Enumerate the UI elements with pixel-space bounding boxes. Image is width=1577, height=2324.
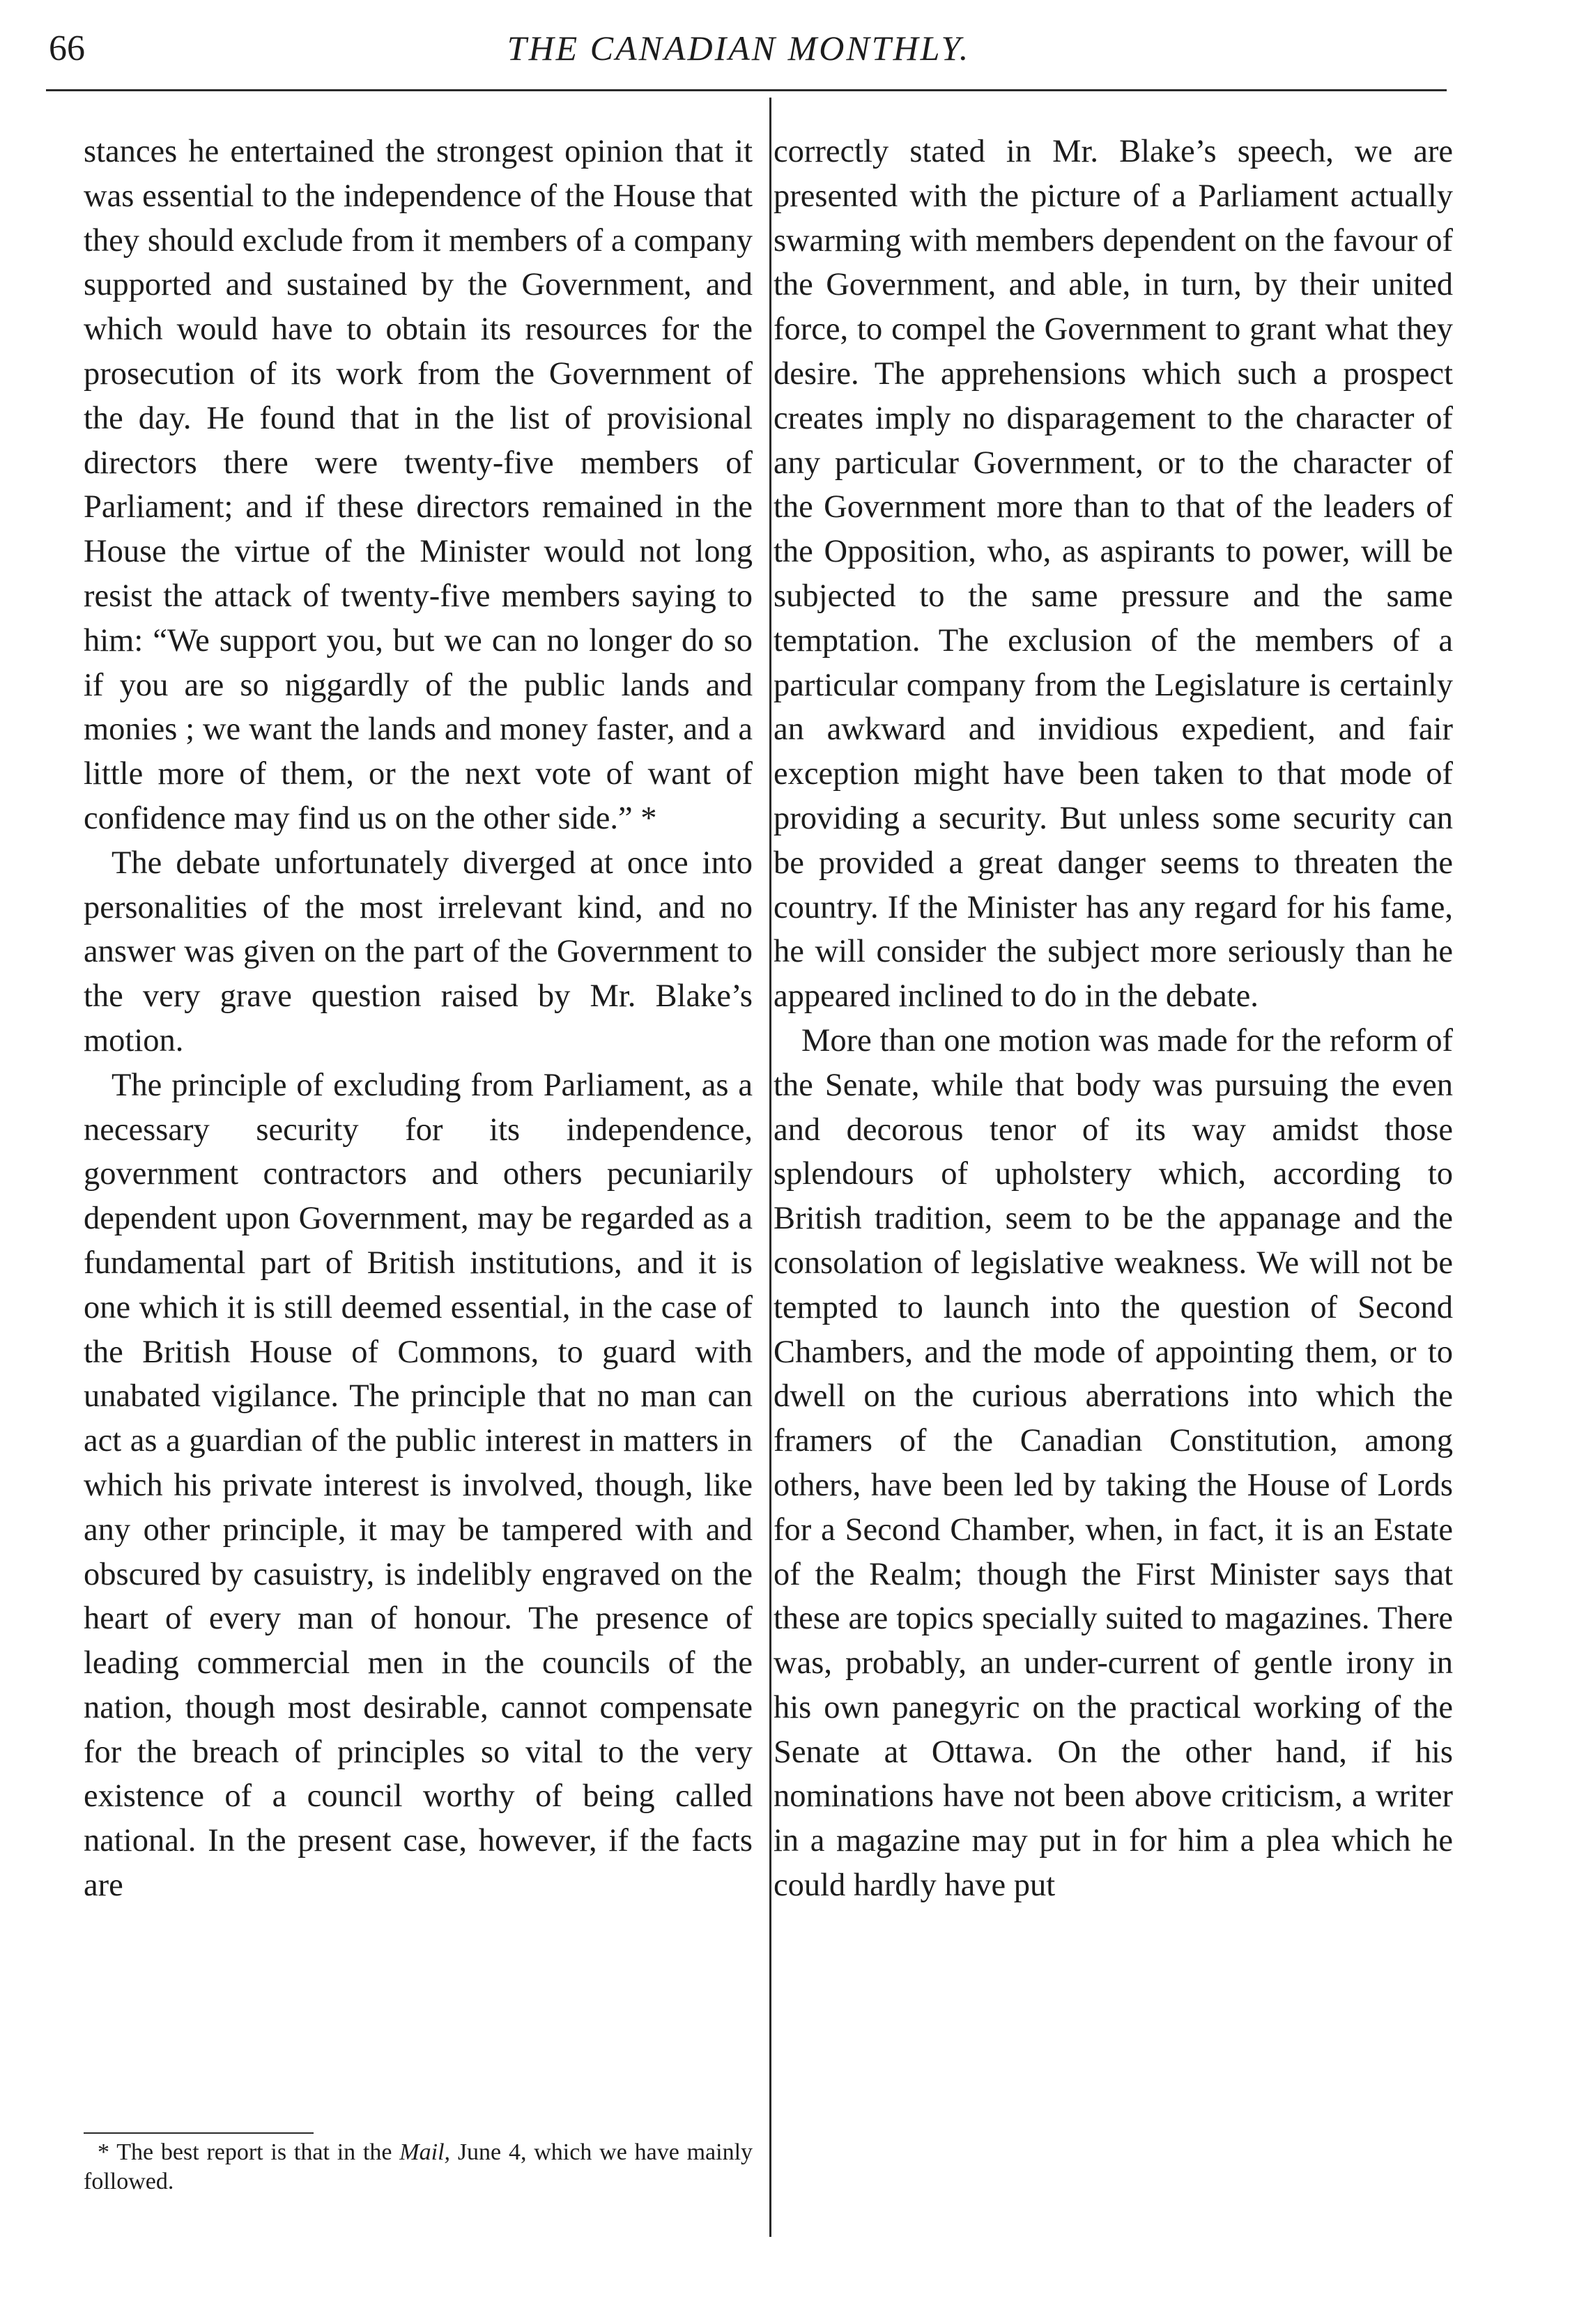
left-paragraph-3: The principle of excluding from Parliament, as a necessary security for its independence, government contractors and others pecuniarily dependent upon Government, may be regarded as a fundamental part of British institutions, and it is one which it is still deemed essential, in the case of the British House of Commons, to guard with unabated vigilance. The principle that no man can act as a guardian of the public interest in matters in which his private interest is involved, though, like any other principle, it may be tampered with and obscured by casuistry, is indelibly engraved on the heart of every man of honour. The presence of leading commercial men in the councils of the nation, though most desirable, cannot compensate for the breach of principles so vital to the very existence of a council worthy of being called national. In the present case, however, if the facts are <box>84 1067 753 1904</box>
page-header <box>42 28 1436 84</box>
running-title: THE CANADIAN MONTHLY. <box>507 29 971 68</box>
footnote-rule <box>84 2132 314 2134</box>
footnote-text-before: The best report is that in the <box>116 2139 392 2165</box>
right-paragraph-2: More than one motion was made for the reform of the Senate, while that body was pursuing the even and decorous tenor of its way amidst those splendours of upholstery which, according to British tradition, seem to be the appanage and the consolation of legislative weakness. We will not be tempted to launch into the question of Second Chambers, and the mode of appointing them, or to dwell on the curious aberrations into which the framers of the Canadian Constitution, among others, have been led by taking the House of Lords for a Second Chamber, when, in fact, it is an Estate of the Realm; though the First Minister says that these are topics specially suited to magazines. There was, probably, an under-current of gentle irony in his own panegyric on the practical working of the Senate at Ottawa. On the other hand, if his nominations have not been above criticism, a writer in a magazine may put in for him a plea which he could hardly have put <box>774 1022 1453 1904</box>
right-paragraph-1: correctly stated in Mr. Blake’s speech, we are presented with the picture of a Parliament actually swarming with members dependent on the favour of the Government, and able, in turn, by their united force, to compel the Government to grant what they desire. The apprehensions which such a prospect creates imply no disparagement to the character of any particular Government, or to the character of the Government more than to that of the leaders of the Opposition, who, as aspirants to power, will be subjected to the same pressure and the same temptation. The exclusion of the members of a particular company from the Legislature is certainly an awkward and invidious expedient, and fair exception might have been taken to that mode of providing a security. But unless some security can be provided a great danger seems to threaten the country. If the Minister has any regard for his fame, he will consider the subject more seriously than he appeared inclined to do in the debate. <box>774 134 1453 1015</box>
footnote <box>84 2138 753 2196</box>
left-paragraph-2: The debate unfortunately diverged at once into personalities of the most irrelevant kind, and no answer was given on the part of the Government to the very grave question raised by Mr. Blake’s motion. <box>84 845 753 1059</box>
page-number: 66 <box>49 29 85 68</box>
footnote-source: Mail, <box>399 2139 451 2165</box>
footnote-marker: * <box>98 2139 109 2165</box>
left-paragraph-1: stances he entertained the strongest opinion that it was essential to the independence of the House that they should exclude from it members of a company supported and sustained by the Government, and which would have to obtain its resources for the prosecution of its work from the Government of the day. He found that in the list of provisional directors there were twenty-five members of Parliament; and if these directors remained in the House the virtue of the Minister would not long resist the attack of twenty-five members saying to him: “We support you, but we can no longer do so if you are so niggardly of the public lands and monies ; we want the lands and money faster, and a little more of them, or the next vote of want of confidence may find us on the other side.” * <box>84 134 753 836</box>
left-column <box>84 130 753 1908</box>
footnote-text-after: June 4, which we have mainly followed. <box>84 2139 753 2194</box>
right-column <box>774 130 1453 1908</box>
column-divider <box>769 98 771 2237</box>
header-rule <box>46 89 1447 91</box>
